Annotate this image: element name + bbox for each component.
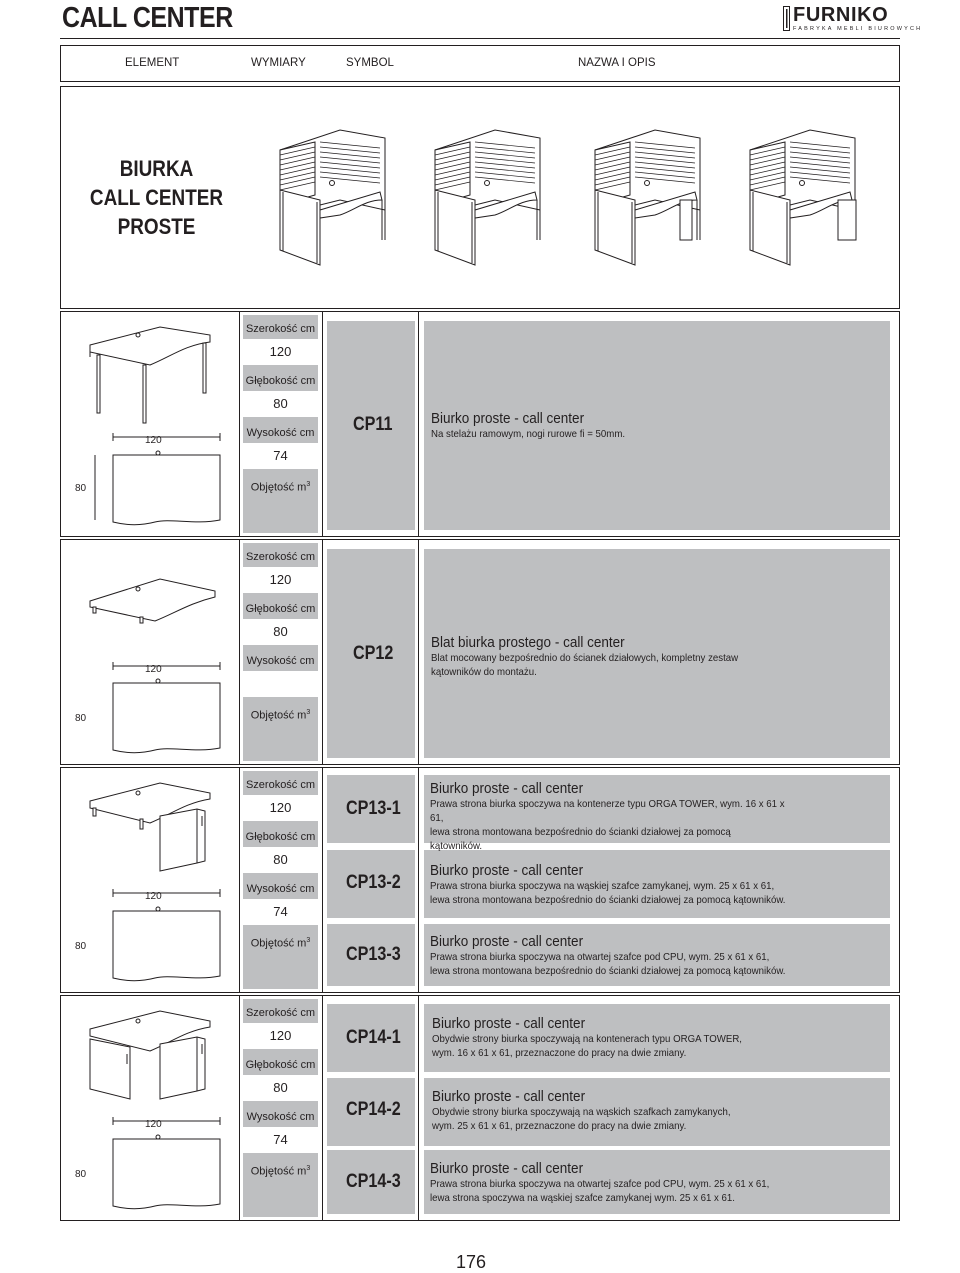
dimension-label: Objętość $m^3$ (250, 481, 311, 494)
dimension-column (243, 771, 318, 989)
product-description: Blat biurka prostego - call center Blat mocowany bezpośrednio do ścianek działowych, kompletny zestaw kątowników do montażu. (431, 634, 739, 678)
product-code: CP12 (353, 643, 394, 664)
plan-depth-label: 80 (75, 483, 87, 494)
dimension-value: 74 (243, 443, 318, 469)
product-description: Biurko proste - call center Prawa strona biurka spoczywa na otwartej szafce pod CPU, wym. 25 x 61 x 61, lewa strona spoczywa na wąskiej szafce zamykanej wym. 25 x 61 x 61. (430, 1160, 770, 1204)
column-header-row (60, 45, 900, 82)
page-title: CALL CENTER (62, 2, 233, 34)
page-number: 176 (456, 1252, 487, 1272)
dimension-value: 120 (243, 339, 318, 365)
product-code: CP11 (353, 414, 393, 435)
category-title: BIURKA CALL CENTER PROSTE (89, 156, 224, 239)
dimension-label: Głębokość cm (245, 831, 316, 843)
volume-superscript: 3 (306, 709, 311, 716)
product-code: CP14-3 (346, 1171, 401, 1192)
dimension-value (243, 671, 318, 697)
dimension-label: Objętość $m^3$ (250, 1165, 311, 1178)
dimension-value: 74 (243, 899, 318, 925)
dimension-label: Szerokość cm (245, 1007, 316, 1019)
volume-superscript: 3 (306, 481, 311, 488)
dimension-value: 120 (243, 1023, 318, 1049)
dimension-label: Szerokość cm (245, 551, 316, 563)
column-desc: NAZWA I OPIS (578, 57, 656, 69)
volume-superscript: 3 (306, 937, 311, 944)
dimension-label: Głębokość cm (245, 375, 316, 387)
dimension-value: 80 (243, 847, 318, 873)
product-code: CP13-1 (346, 798, 401, 819)
dimension-value: 80 (243, 391, 318, 417)
plan-depth-label: 80 (75, 713, 87, 724)
brand-logo (783, 4, 923, 32)
volume-superscript: 3 (306, 1165, 311, 1172)
element-drawing-cp11 (65, 315, 235, 533)
product-description: Biurko proste - call center Na stelażu ramowym, nogi rurowe fi = 50mm. (431, 410, 626, 440)
dimension-label: Szerokość cm (245, 323, 316, 335)
plan-depth-label: 80 (75, 941, 87, 952)
dimension-value: 80 (243, 1075, 318, 1101)
product-code: CP14-1 (346, 1027, 401, 1048)
product-description: Biurko proste - call center Prawa strona biurka spoczywa na kontenerze typu ORGA TOWER, wym. 16 x 61 x 61, lewa strona montowana bezpośrednio do ścianki działowej za pomocą kątowników. (430, 780, 785, 852)
dimension-column (243, 315, 318, 533)
brand-name: FURNIKO (793, 4, 889, 26)
plan-width-label: 120 (145, 1119, 162, 1130)
dimension-label: Wysokość cm (246, 1111, 315, 1123)
booth-illustrations (270, 120, 895, 270)
dimension-value: 120 (243, 567, 318, 593)
dimension-value: 120 (243, 795, 318, 821)
dimension-label: Objętość $m^3$ (250, 937, 311, 950)
product-code: CP14-2 (346, 1099, 401, 1120)
product-description: Biurko proste - call center Prawa strona biurka spoczywa na otwartej szafce pod CPU, wym. 25 x 61 x 61, lewa strona montowana bezpośrednio do ścianki działowej za pomocą kątowników. (430, 933, 786, 977)
element-drawing-cp12 (65, 543, 235, 761)
dimension-label: Szerokość cm (245, 779, 316, 791)
plan-depth-label: 80 (75, 1169, 87, 1180)
dimension-value: 80 (243, 619, 318, 645)
product-description: Biurko proste - call center Obydwie strony biurka spoczywają na kontenerach typu ORGA TOWER, wym. 16 x 61 x 61, przeznaczone do pracy na dwie zmiany. (432, 1015, 742, 1059)
plan-width-label: 120 (145, 891, 162, 902)
dimension-label: Wysokość cm (246, 427, 315, 439)
dimension-column (243, 543, 318, 761)
element-drawing-cp14 (65, 999, 235, 1217)
dimension-label: Głębokość cm (245, 603, 316, 615)
product-code: CP13-2 (346, 872, 401, 893)
column-symbol: SYMBOL (346, 57, 394, 69)
element-drawing-cp13 (65, 771, 235, 989)
title-rule (60, 38, 900, 39)
booth-icon (280, 130, 385, 265)
dimension-column (243, 999, 318, 1217)
plan-width-label: 120 (145, 664, 162, 675)
product-description: Biurko proste - call center Obydwie strony biurka spoczywają na wąskich szafkach zamykanych, wym. 25 x 61 x 61, przeznaczone do pracy na dwie zmiany. (432, 1088, 731, 1132)
dimension-label: Wysokość cm (246, 883, 315, 895)
product-code: CP13-3 (346, 944, 401, 965)
product-description: Biurko proste - call center Prawa strona biurka spoczywa na wąskiej szafce zamykanej, wym. 25 x 61 x 61, lewa strona montowana bezpośrednio do ścianki działowej za pomocą kątowników. (430, 862, 786, 906)
brand-subtitle: FABRYKA MEBLI BIUROWYCH (793, 26, 923, 32)
dimension-value: 74 (243, 1127, 318, 1153)
dimension-label: Wysokość cm (246, 655, 315, 667)
plan-width-label: 120 (145, 435, 162, 446)
dimension-label: Objętość $m^3$ (250, 709, 311, 722)
dimension-label: Głębokość cm (245, 1059, 316, 1071)
column-dims: WYMIARY (251, 57, 306, 69)
column-element: ELEMENT (125, 57, 180, 69)
